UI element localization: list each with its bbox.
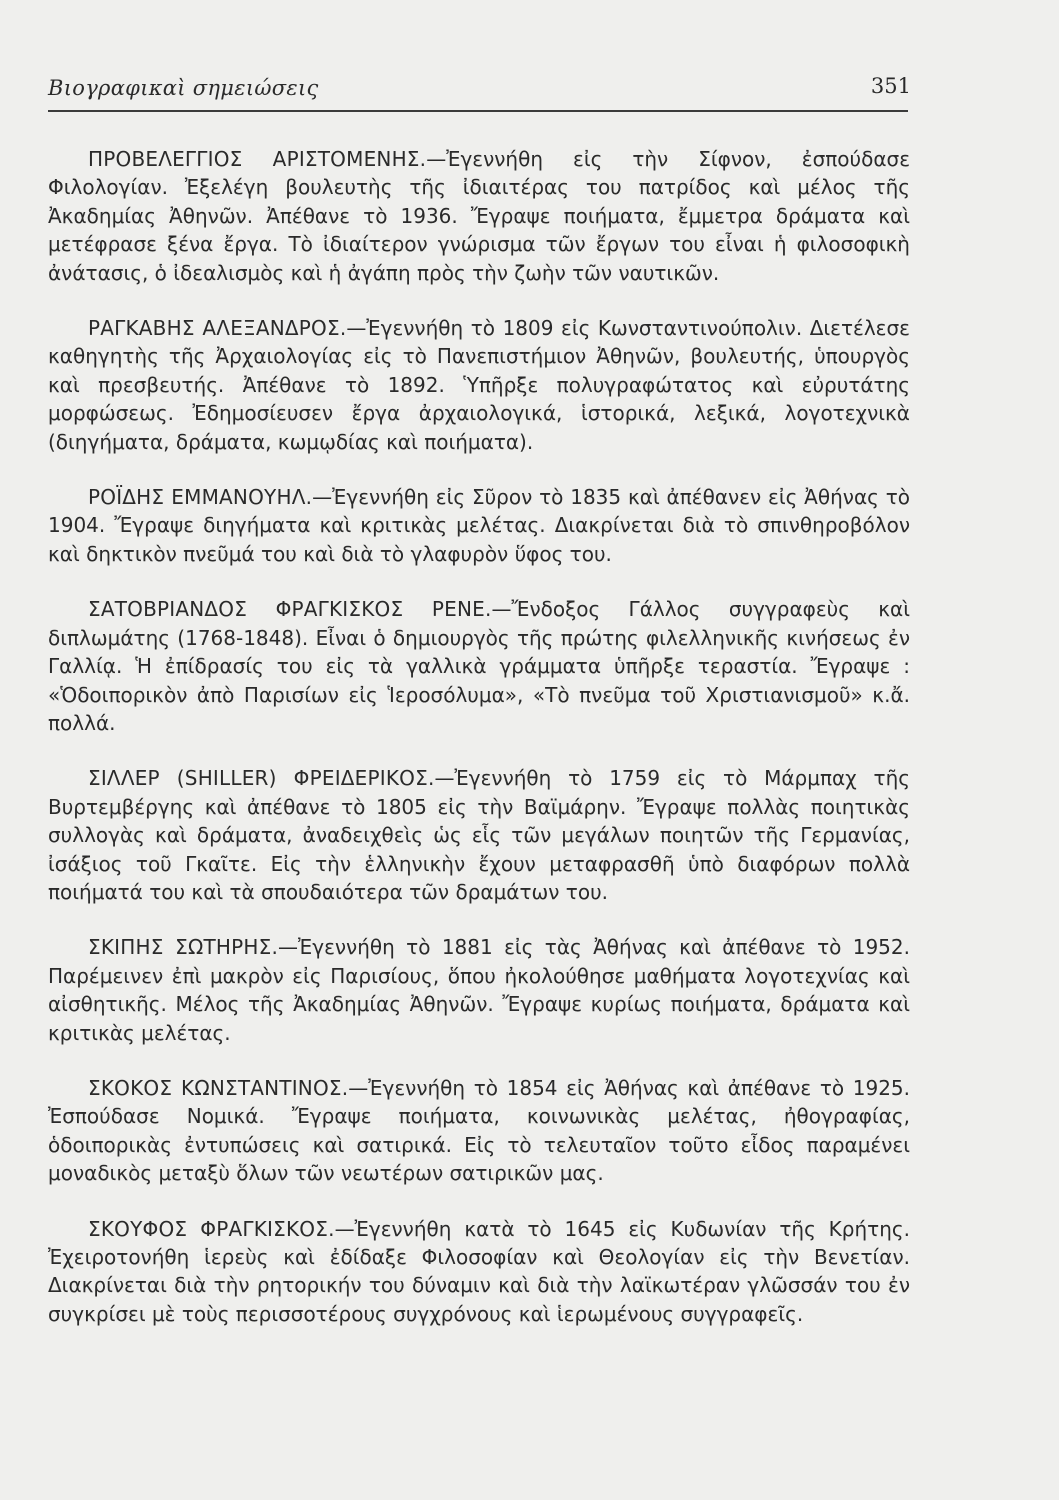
entry-name: ΣΙΛΛΕΡ (SHILLER) ΦΡΕΙΔΕΡΙΚΟΣ. [88, 766, 435, 791]
entry-chateaubriand [48, 595, 910, 737]
entry-name: ΠΡΟΒΕΛΕΓΓΙΟΣ ΑΡΙΣΤΟΜΕΝΗΣ. [88, 147, 427, 171]
entry-name: ΡΟΪΔΗΣ ΕΜΜΑΝΟΥΗΛ. [88, 485, 313, 510]
biographical-notes [48, 145, 910, 1355]
running-head: Βιογραφικαὶ σημειώσεις [48, 76, 319, 100]
entry-name: ΡΑΓΚΑΒΗΣ ΑΛΕΞΑΝΔΡΟΣ. [88, 316, 347, 341]
entry-text: —Ἐγεννήθη τὸ 1881 εἰς τὰς Ἀθήνας καὶ ἀπέθανε τὸ 1952. Παρέμεινεν ἐπὶ μακρὸν εἰς Παρισίους, ὅπου ἠκολούθησε μαθήματα λογοτεχνίας καὶ αἰσθητικῆς. Μέλος τῆς Ἀκαδημίας Ἀθηνῶν. Ἔγραψε κυρίως ποιήματα, δράματα καὶ κριτικὰς μελέτας. [48, 935, 910, 1045]
entry-skipis [48, 933, 910, 1047]
entry-name: ΣΚΙΠΗΣ ΣΩΤΗΡΗΣ. [88, 935, 279, 960]
entry-name: ΣΚΟΚΟΣ ΚΩΝΣΤΑΝΤΙΝΟΣ. [88, 1075, 349, 1100]
entry-text: —Ἐγεννήθη τὸ 1854 εἰς Ἀθήνας καὶ ἀπέθανε τὸ 1925. Ἐσπούδασε Νομικά. Ἔγραψε ποιήματα, κοινωνικὰς μελέτας, ἠθογραφίας, ὁδοιπορικὰς ἐντυπώσεις καὶ σατιρικά. Εἰς τὸ τελευταῖον τοῦτο εἶδος παραμένει μοναδικὸς μεταξὺ ὅλων τῶν νεωτέρων σατιρικῶν μας. [48, 1075, 911, 1186]
entry-name: ΣΑΤΟΒΡΙΑΝΔΟΣ ΦΡΑΓΚΙΣΚΟΣ ΡΕΝΕ. [88, 597, 492, 622]
page-header [48, 72, 909, 106]
entry-roidis [48, 483, 910, 568]
entry-text: —Ἐγεννήθη κατὰ τὸ 1645 εἰς Κυδωνίαν τῆς Κρήτης. Ἐχειροτονήθη ἱερεὺς καὶ ἐδίδαξε Φιλοσοφίαν καὶ Θεολογίαν εἰς τὴν Βενετίαν. Διακρίνεται διὰ τὴν ρητορικήν του δύναμιν καὶ διὰ τὴν λαϊκωτέραν γλῶσσάν του ἐν συγκρίσει μὲ τοὺς περισσοτέρους συγχρόνους καὶ ἱερωμένους συγγραφεῖς. [48, 1216, 910, 1326]
entry-text: —Ἐγεννήθη εἰς τὴν Σίφνον, ἐσπούδασε Φιλολογίαν. Ἐξελέγη βουλευτὴς τῆς ἰδιαιτέρας του πατρίδος καὶ μέλος τῆς Ἀκαδημίας Ἀθηνῶν. Ἀπέθανε τὸ 1936. Ἔγραψε ποιήματα, ἔμμετρα δράματα καὶ μετέφρασε ξένα ἔργα. Τὸ ἰδιαίτερον γνώρισμα τῶν ἔργων του εἶναι ἡ φιλοσοφικὴ ἀνάτασις, ὁ ἰδεαλισμὸς καὶ ἡ ἀγάπη πρὸς τὴν ζωὴν τῶν ναυτικῶν. [48, 147, 911, 285]
entry-text: —Ἐγεννήθη τὸ 1809 εἰς Κωνσταντινούπολιν. Διετέλεσε καθηγητὴς τῆς Ἀρχαιολογίας εἰς τὸ Πανεπιστήμιον Ἀθηνῶν, βουλευτής, ὑπουργὸς καὶ πρεσβευτής. Ἀπέθανε τὸ 1892. Ὑπῆρξε πολυγραφώτατος καὶ εὐρυτάτης μορφώσεως. Ἐδημοσίευσεν ἔργα ἀρχαιολογικά, ἱστορικά, λεξικά, λογοτεχνικὰ (διηγήματα, δράματα, κωμῳδίας καὶ ποιήματα). [48, 316, 910, 454]
entry-skoufos [48, 1215, 910, 1329]
header-rule [48, 110, 908, 112]
entry-schiller [48, 764, 910, 906]
entry-skokos [48, 1074, 910, 1188]
entry-text: —Ἐγεννήθη εἰς Σῦρον τὸ 1835 καὶ ἀπέθανεν εἰς Ἀθήνας τὸ 1904. Ἔγραψε διηγήματα καὶ κριτικὰς μελέτας. Διακρίνεται διὰ τὸ σπινθηροβόλον καὶ δηκτικὸν πνεῦμά του καὶ διὰ τὸ γλαφυρὸν ὕφος του. [48, 485, 910, 566]
entry-ragkavis [48, 314, 910, 456]
entry-provelengios [48, 145, 910, 287]
entry-text: —Ἔνδοξος Γάλλος συγγραφεὺς καὶ διπλωμάτης (1768-1848). Εἶναι ὁ δημιουργὸς τῆς πρώτης φιλελληνικῆς κινήσεως ἐν Γαλλίᾳ. Ἡ ἐπίδρασίς του εἰς τὰ γαλλικὰ γράμματα ὑπῆρξε τεραστία. Ἔγραψε : «Ὁδοιπορικὸν ἀπὸ Παρισίων εἰς Ἱεροσόλυμα», «Τὸ πνεῦμα τοῦ Χριστιανισμοῦ» κ.ἄ. πολλά. [48, 597, 910, 735]
entry-text: —Ἐγεννήθη τὸ 1759 εἰς τὸ Μάρμπαχ τῆς Βυρτεμβέργης καὶ ἀπέθανε τὸ 1805 εἰς τὴν Βαϊμάρην. Ἔγραψε πολλὰς ποιητικὰς συλλογὰς καὶ δράματα, ἀναδειχθεὶς ὡς εἷς τῶν μεγάλων ποιητῶν τῆς Γερμανίας, ἰσάξιος τοῦ Γκαῖτε. Εἰς τὴν ἑλληνικὴν ἔχουν μεταφρασθῆ ὑπὸ διαφόρων πολλὰ ποιήματά του καὶ τὰ σπουδαιότερα τῶν δραμάτων του. [48, 766, 910, 904]
page-number: 351 [870, 74, 911, 98]
entry-name: ΣΚΟΥΦΟΣ ΦΡΑΓΚΙΣΚΟΣ. [88, 1216, 335, 1241]
